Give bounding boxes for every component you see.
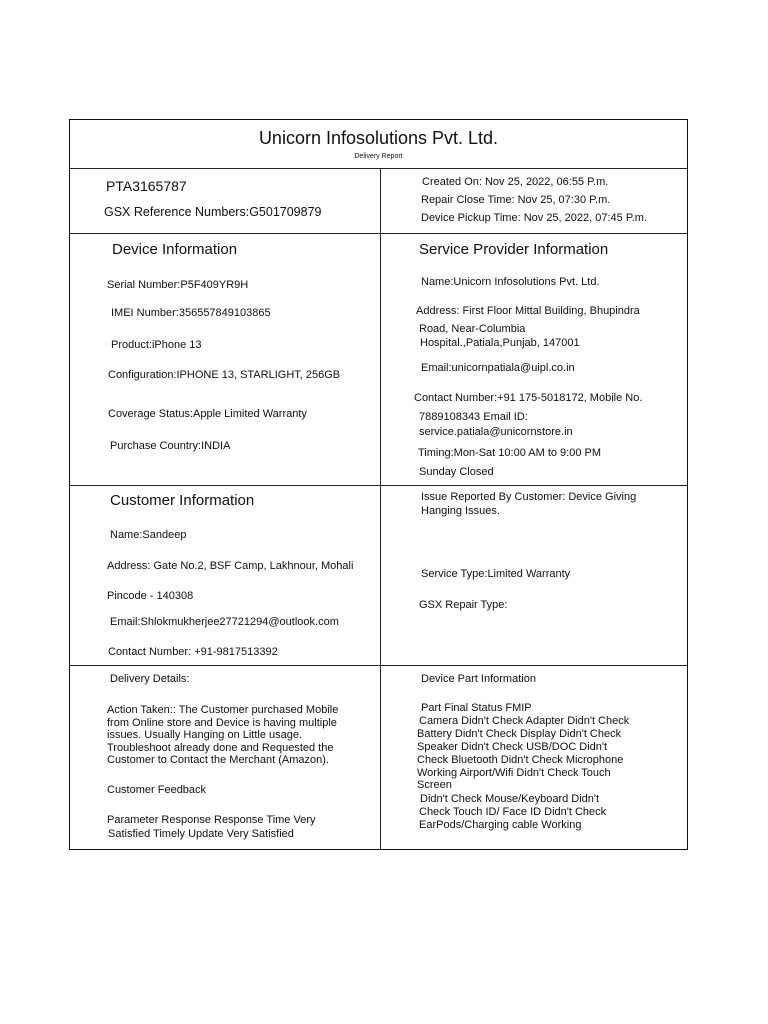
divider-job xyxy=(70,233,687,234)
provider-timing: Timing:Mon-Sat 10:00 AM to 9:00 PM xyxy=(418,447,602,459)
serial-number: Serial Number:P5F409YR9H xyxy=(107,279,249,291)
parts-heading: Device Part Information xyxy=(421,673,536,685)
provider-address-line1: Address: First Floor Mittal Building, Bhupindra xyxy=(416,305,640,317)
device-info-heading: Device Information xyxy=(112,241,238,258)
job-id: PTA3165787 xyxy=(106,178,187,194)
part-check-line: EarPods/Charging cable Working xyxy=(419,819,582,831)
divider-customer xyxy=(70,665,687,666)
customer-info-heading: Customer Information xyxy=(110,492,255,509)
part-final-status: Part Final Status FMIP xyxy=(421,702,532,714)
divider-device xyxy=(70,485,687,486)
feedback-heading: Customer Feedback xyxy=(107,784,207,796)
provider-contact-line2: 7889108343 Email ID: xyxy=(419,411,528,423)
service-type: Service Type:Limited Warranty xyxy=(421,568,571,580)
delivery-report xyxy=(69,119,688,850)
part-check-line: Screen xyxy=(417,779,452,791)
part-check-line: Battery Didn't Check Display Didn't Check xyxy=(417,728,622,740)
provider-name: Name:Unicorn Infosolutions Pvt. Ltd. xyxy=(421,276,600,288)
gsx-repair-type: GSX Repair Type: xyxy=(419,599,508,611)
issue-reported-line2: Hanging Issues. xyxy=(421,505,500,517)
provider-address-line3: Hospital.,Patiala,Punjab, 147001 xyxy=(420,337,580,349)
purchase-country: Purchase Country:INDIA xyxy=(110,440,231,452)
repair-close-time: Repair Close Time: Nov 25, 07:30 P.m. xyxy=(421,194,611,206)
provider-contact-line3: service.patiala@unicornstore.in xyxy=(419,426,573,438)
customer-name: Name:Sandeep xyxy=(110,529,187,541)
divider-header xyxy=(70,168,687,169)
issue-reported-line1: Issue Reported By Customer: Device Giving xyxy=(421,491,637,503)
delivery-heading: Delivery Details: xyxy=(110,673,190,685)
part-check-line: Speaker Didn't Check USB/DOC Didn't xyxy=(417,741,608,753)
customer-pincode: Pincode - 140308 xyxy=(107,590,194,602)
customer-contact: Contact Number: +91-9817513392 xyxy=(108,646,278,658)
part-check-line: Check Bluetooth Didn't Check Microphone xyxy=(417,754,624,766)
provider-contact-line1: Contact Number:+91 175-5018172, Mobile No. xyxy=(414,392,643,404)
report-title: Delivery Report xyxy=(354,153,403,160)
gsx-reference: GSX Reference Numbers:G501709879 xyxy=(104,205,322,219)
company-name: Unicorn Infosolutions Pvt. Ltd. xyxy=(258,128,499,148)
coverage-status: Coverage Status:Apple Limited Warranty xyxy=(108,408,307,420)
device-pickup-time: Device Pickup Time: Nov 25, 2022, 07:45 P.m. xyxy=(421,212,648,224)
action-taken: Action Taken:: The Customer purchased Mobile from Online store and Device is having multiple issues. Usually Hanging on Little usage. Troubleshoot already done and Requested the Customer to Contact the Merchant (Amazon). xyxy=(107,704,339,767)
provider-address-line2: Road, Near-Columbia xyxy=(419,323,526,335)
feedback-line2: Satisfied Timely Update Very Satisfied xyxy=(108,828,294,840)
created-on: Created On: Nov 25, 2022, 06:55 P.m. xyxy=(422,176,609,188)
part-check-line: Didn't Check Mouse/Keyboard Didn't xyxy=(420,793,600,805)
feedback-line1: Parameter Response Response Time Very xyxy=(107,814,316,826)
part-check-line: Working Airport/Wifi Didn't Check Touch xyxy=(417,767,611,779)
service-provider-heading: Service Provider Information xyxy=(419,241,609,258)
customer-email: Email:Shlokmukherjee27721294@outlook.com xyxy=(110,616,339,628)
customer-address: Address: Gate No.2, BSF Camp, Lakhnour, Mohali xyxy=(107,560,354,572)
divider-column xyxy=(380,168,381,849)
product: Product:iPhone 13 xyxy=(111,339,202,351)
configuration: Configuration:IPHONE 13, STARLIGHT, 256GB xyxy=(108,369,341,381)
provider-closed: Sunday Closed xyxy=(419,466,494,478)
provider-email: Email:unicornpatiala@uipl.co.in xyxy=(421,362,575,374)
imei-number: IMEI Number:356557849103865 xyxy=(111,307,271,319)
part-check-line: Check Touch ID/ Face ID Didn't Check xyxy=(419,806,607,818)
part-check-line: Camera Didn't Check Adapter Didn't Check xyxy=(419,715,630,727)
